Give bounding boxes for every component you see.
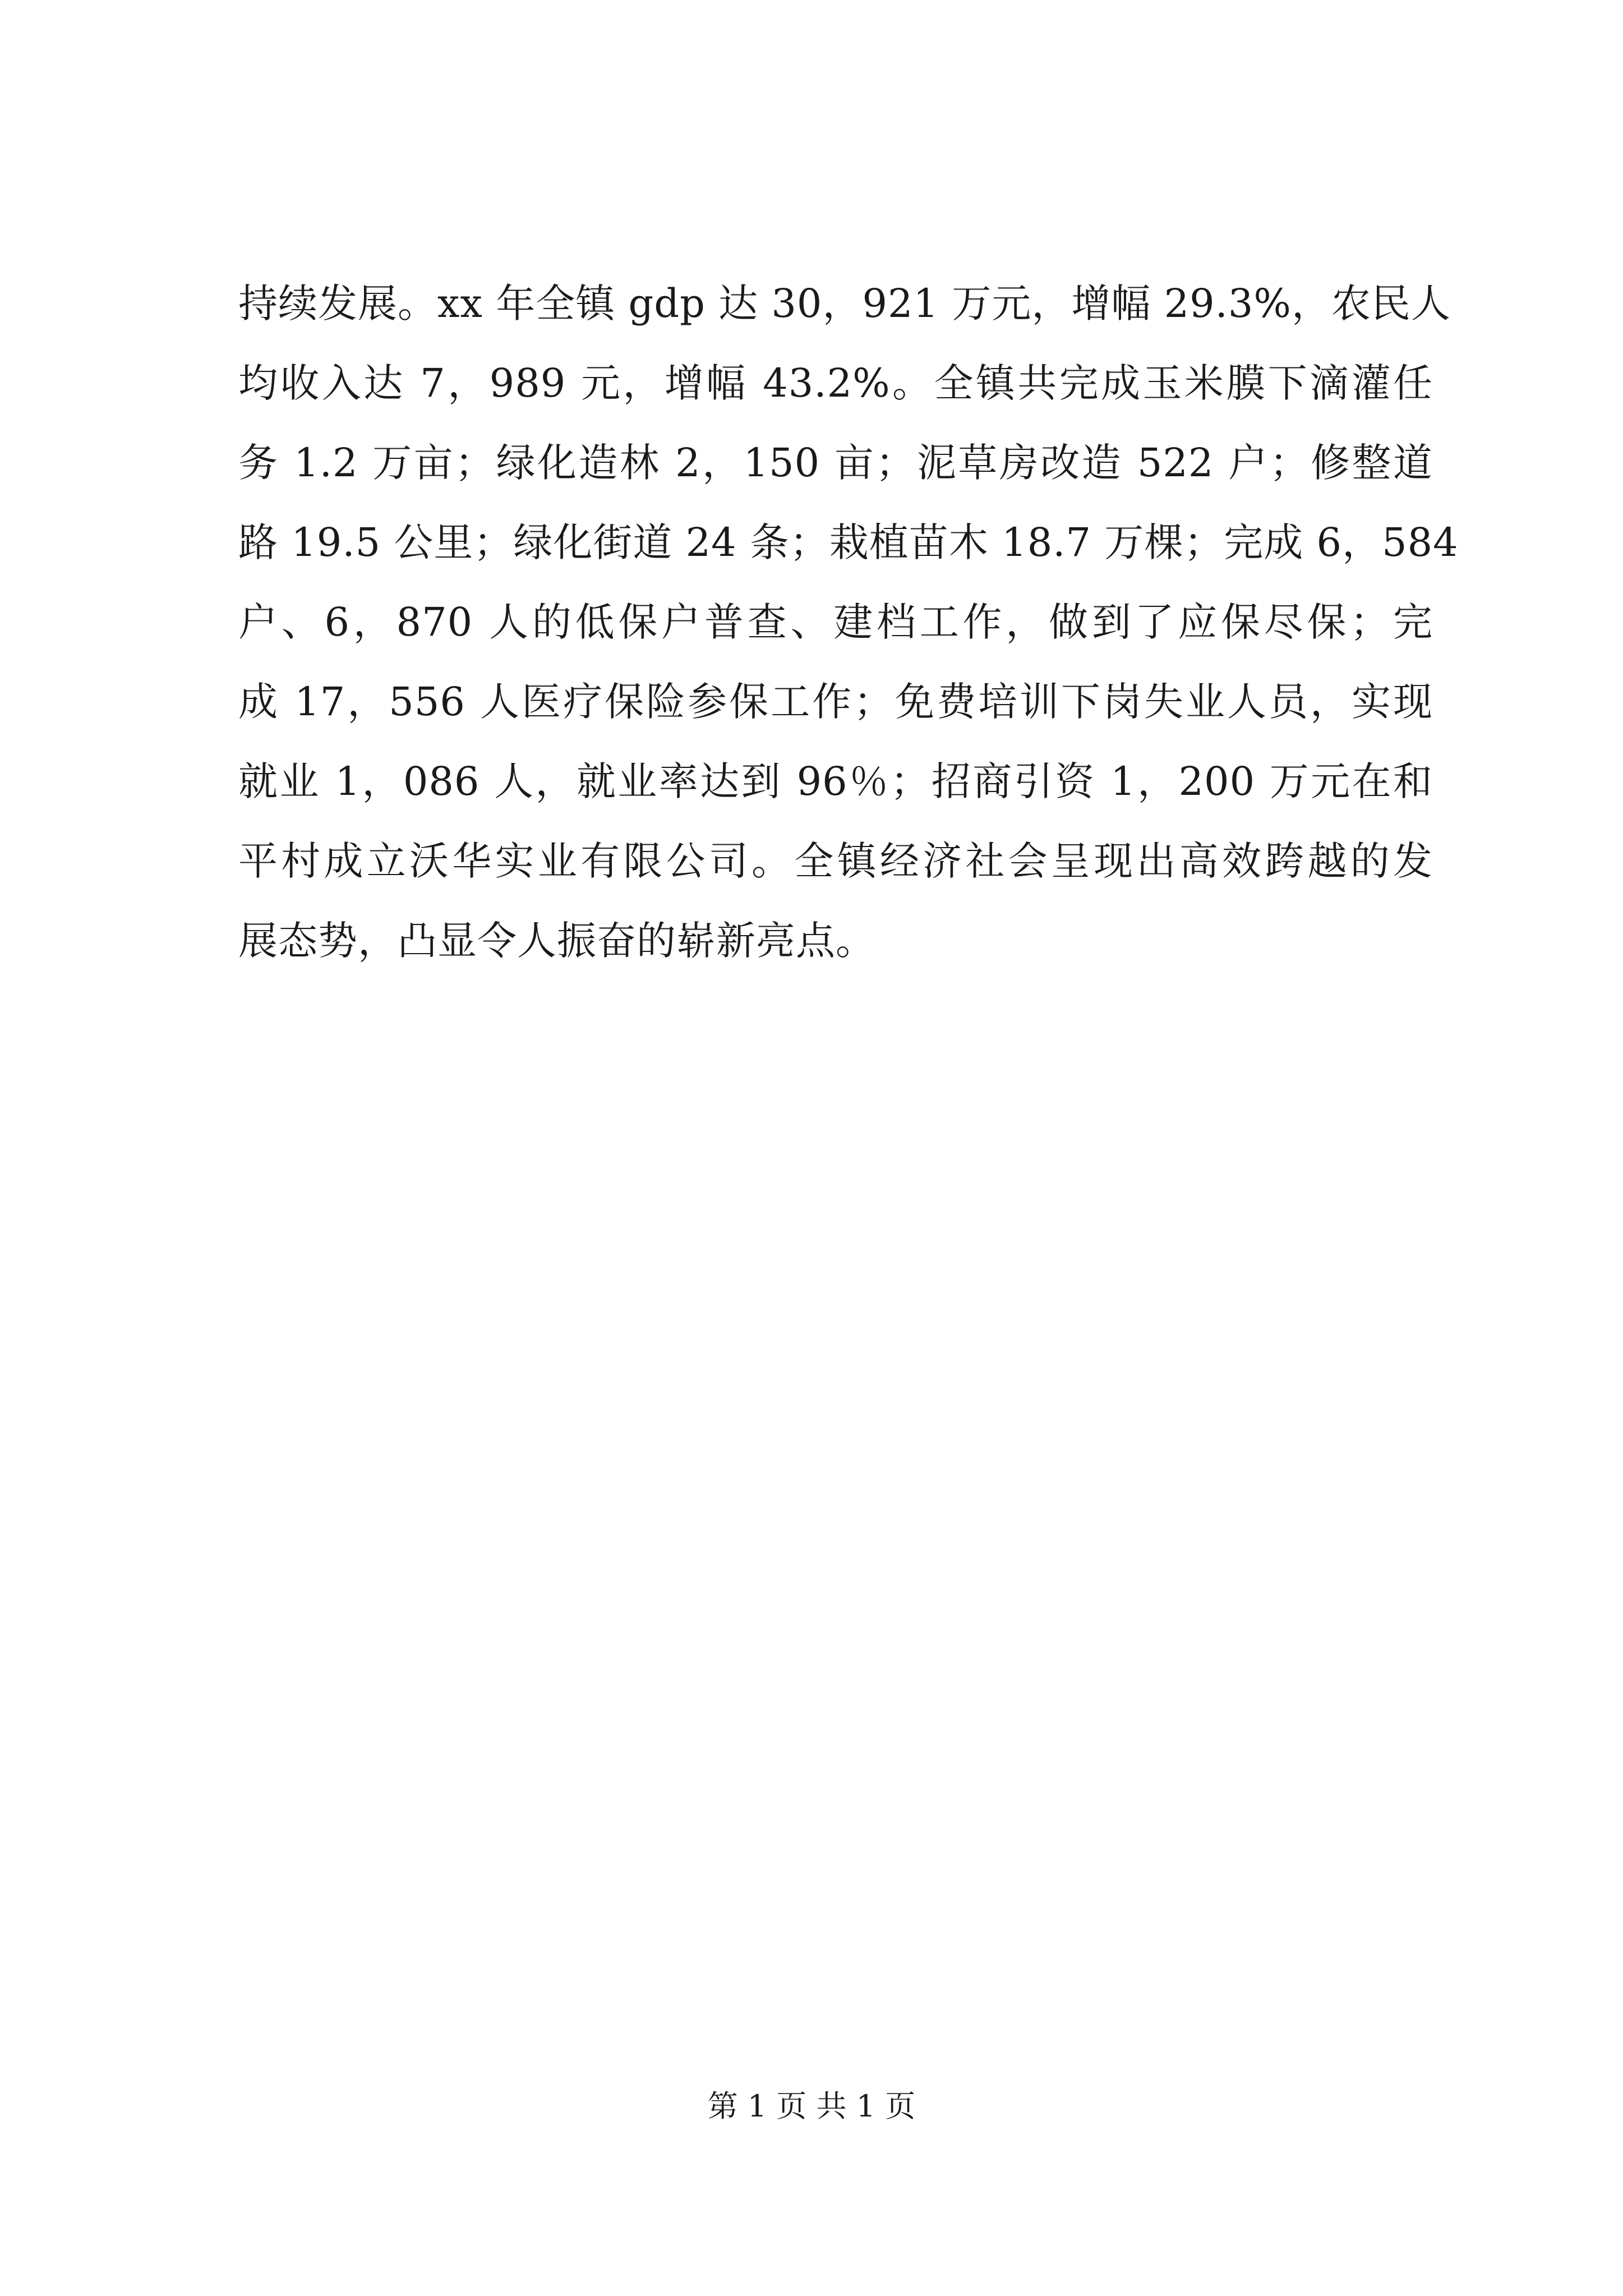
page-footer <box>0 2087 1623 2126</box>
body-paragraph <box>238 264 1459 981</box>
paragraph-line: 就业 1，086 人，就业率达到 96％；招商引资 1，200 万元在和 <box>238 758 1433 804</box>
paragraph-line: 务 1.2 万亩；绿化造林 2，150 亩；泥草房改造 522 户；修整道 <box>238 440 1433 486</box>
page-number-label: 第 1 页 共 1 页 <box>707 2088 916 2124</box>
paragraph-line: 路 19.5 公里；绿化街道 24 条；栽植苗木 18.7 万棵；完成 6，584 <box>238 519 1459 565</box>
paragraph-line: 展态势，凸显令人振奋的崭新亮点。 <box>238 918 875 964</box>
paragraph-line: 平村成立沃华实业有限公司。全镇经济社会呈现出高效跨越的发 <box>238 838 1433 884</box>
paragraph-line: 户、6，870 人的低保户普查、建档工作，做到了应保尽保；完 <box>238 599 1433 645</box>
paragraph-line: 均收入达 7，989 元，增幅 43.2%。全镇共完成玉米膜下滴灌任 <box>238 360 1433 406</box>
paragraph-line: 持续发展。xx 年全镇 gdp 达 30，921 万元，增幅 29.3%，农民人 <box>238 280 1451 326</box>
paragraph-line: 成 17，556 人医疗保险参保工作；免费培训下岗失业人员，实现 <box>238 679 1433 725</box>
